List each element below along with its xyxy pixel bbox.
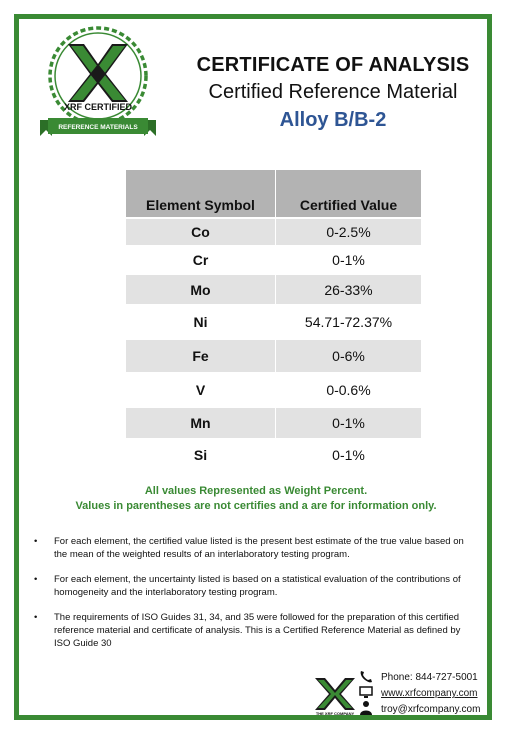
phone-number: Phone: 844-727-5001 — [381, 672, 478, 683]
xrf-company-logo — [313, 676, 357, 716]
element-symbol: Mn — [126, 407, 276, 439]
parentheses-note: Values in parentheses are not certifies and a are for information only. — [75, 500, 437, 512]
element-symbol: Co — [126, 218, 276, 246]
table-row — [126, 246, 421, 274]
table-row — [126, 274, 421, 305]
person-icon — [360, 701, 372, 715]
list-item — [34, 611, 474, 650]
xrf-certified-seal-logo — [34, 24, 162, 146]
list-item — [34, 573, 474, 599]
bullet-text: For each element, the certified value listed is the present best estimate of the true value based on the mean of the weighted results of an interlaboratory testing program. — [54, 536, 464, 560]
column-header-element-symbol: Element Symbol — [126, 170, 276, 218]
certified-value: 26-33% — [276, 274, 422, 305]
certified-value: 0-6% — [276, 339, 422, 373]
certified-value: 0-2.5% — [276, 218, 422, 246]
element-symbol: V — [126, 373, 276, 407]
bullet-marker: • — [34, 612, 38, 623]
element-symbol: Fe — [126, 339, 276, 373]
certified-value: 0-1% — [276, 439, 422, 470]
email-address[interactable]: troy@xrfcompany.com — [381, 704, 481, 715]
table-row — [126, 407, 421, 439]
seal-ribbon-text: REFERENCE MATERIALS — [58, 124, 138, 131]
website-link[interactable]: www.xrfcompany.com — [381, 688, 478, 699]
certified-values-table — [126, 170, 421, 470]
table-row — [126, 339, 421, 373]
element-symbol: Cr — [126, 246, 276, 274]
certified-value: 0-1% — [276, 407, 422, 439]
alloy-name: Alloy B/B-2 — [279, 109, 387, 131]
certified-value: 54.71-72.37% — [276, 305, 422, 339]
certificate-title: CERTIFICATE OF ANALYSIS — [196, 54, 470, 76]
list-item — [34, 535, 474, 561]
element-symbol: Si — [126, 439, 276, 470]
table-header-row — [126, 170, 421, 218]
contact-info — [381, 670, 480, 718]
column-header-certified-value: Certified Value — [276, 170, 422, 218]
title-block — [190, 52, 476, 134]
bullet-text: The requirements of ISO Guides 31, 34, and 35 were followed for the preparation of this certified reference material and certificate of analysis. This is a Certified Reference Material as defined by ISO Guide 30 — [54, 612, 461, 649]
company-logo-text: THE XRF COMPANY — [315, 711, 355, 716]
bullet-marker: • — [34, 536, 38, 547]
element-symbol: Ni — [126, 305, 276, 339]
weight-percent-note: All values Represented as Weight Percent. — [144, 485, 368, 497]
bullet-list — [34, 535, 474, 662]
bullet-marker: • — [34, 574, 38, 585]
monitor-icon — [360, 687, 372, 698]
table-row — [126, 218, 421, 246]
phone-icon — [361, 671, 372, 682]
contact-icons — [358, 669, 374, 717]
table-row — [126, 373, 421, 407]
certified-value: 0-1% — [276, 246, 422, 274]
element-symbol: Mo — [126, 274, 276, 305]
seal-label: XRF CERTIFIED — [63, 102, 133, 112]
table-row — [126, 439, 421, 470]
certificate-subtitle: Certified Reference Material — [208, 81, 458, 103]
table-row — [126, 305, 421, 339]
certified-value: 0-0.6% — [276, 373, 422, 407]
bullet-text: For each element, the uncertainty listed is based on a statistical evaluation of the contributions of homogeneity and the interlaboratory testing program. — [54, 574, 461, 598]
